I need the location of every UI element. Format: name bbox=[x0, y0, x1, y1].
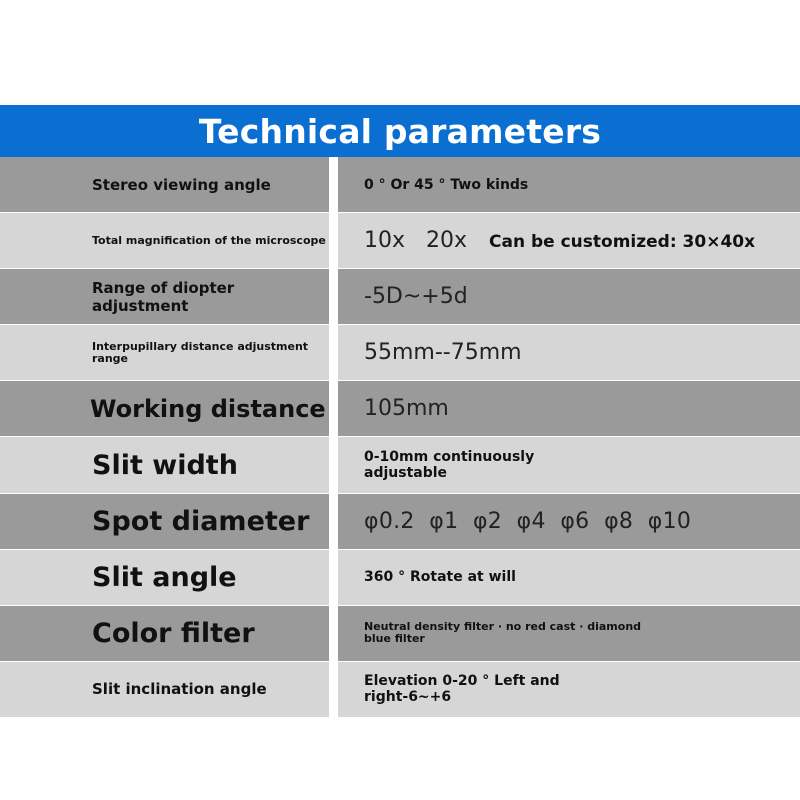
table-row bbox=[0, 381, 800, 437]
row-label: Slit angle bbox=[92, 561, 237, 593]
row-value: 55mm--75mm bbox=[364, 340, 522, 366]
row-label: Working distance bbox=[90, 394, 326, 423]
row-label: Range of diopter adjustment bbox=[92, 278, 235, 315]
row-value bbox=[364, 228, 755, 253]
table-row bbox=[0, 437, 800, 493]
value-cell bbox=[338, 662, 800, 717]
table-row bbox=[0, 213, 800, 269]
table-row bbox=[0, 325, 800, 381]
page-title: Technical parameters bbox=[198, 111, 602, 151]
row-label: Stereo viewing angle bbox=[92, 175, 271, 194]
title-banner bbox=[0, 105, 800, 157]
row-value: 105mm bbox=[364, 396, 449, 422]
row-value: Elevation 0-20 ° Left and right-6~+6 bbox=[364, 673, 560, 706]
row-label: Total magnification of the microscope bbox=[92, 233, 326, 247]
magnification-standard: 10x 20x bbox=[364, 228, 468, 254]
value-cell bbox=[338, 325, 800, 380]
row-value: φ0.2 φ1 φ2 φ4 φ6 φ8 φ10 bbox=[364, 508, 692, 534]
label-cell bbox=[0, 381, 329, 436]
value-cell bbox=[338, 381, 800, 436]
value-cell bbox=[338, 550, 800, 605]
row-value: -5D~+5d bbox=[364, 284, 468, 310]
label-cell bbox=[0, 494, 329, 549]
label-cell bbox=[0, 213, 329, 268]
label-cell bbox=[0, 437, 329, 492]
magnification-custom: Can be customized: 30×40x bbox=[489, 232, 756, 253]
row-label: Spot diameter bbox=[92, 505, 310, 537]
value-cell bbox=[338, 213, 800, 268]
value-cell bbox=[338, 269, 800, 324]
row-value: 0 ° Or 45 ° Two kinds bbox=[364, 176, 529, 193]
row-value: Neutral density filter · no red cast · diamond blue filter bbox=[364, 620, 642, 646]
row-label: Color filter bbox=[92, 617, 255, 649]
value-cell bbox=[338, 437, 800, 492]
row-label: Slit width bbox=[92, 449, 238, 481]
table-row bbox=[0, 550, 800, 606]
value-cell bbox=[338, 494, 800, 549]
label-cell bbox=[0, 606, 329, 661]
value-cell bbox=[338, 606, 800, 661]
table-row bbox=[0, 494, 800, 550]
value-cell bbox=[338, 157, 800, 212]
label-cell bbox=[0, 325, 329, 380]
table-row bbox=[0, 157, 800, 213]
label-cell bbox=[0, 550, 329, 605]
row-value: 360 ° Rotate at will bbox=[364, 569, 516, 586]
table-row bbox=[0, 662, 800, 718]
row-label: Slit inclination angle bbox=[92, 680, 267, 699]
table-row bbox=[0, 269, 800, 325]
row-value: 0-10mm continuously adjustable bbox=[364, 449, 535, 482]
table-row bbox=[0, 606, 800, 662]
parameters-table bbox=[0, 157, 800, 718]
label-cell bbox=[0, 157, 329, 212]
row-label: Interpupillary distance adjustment range bbox=[92, 339, 309, 365]
label-cell bbox=[0, 269, 329, 324]
label-cell bbox=[0, 662, 329, 717]
